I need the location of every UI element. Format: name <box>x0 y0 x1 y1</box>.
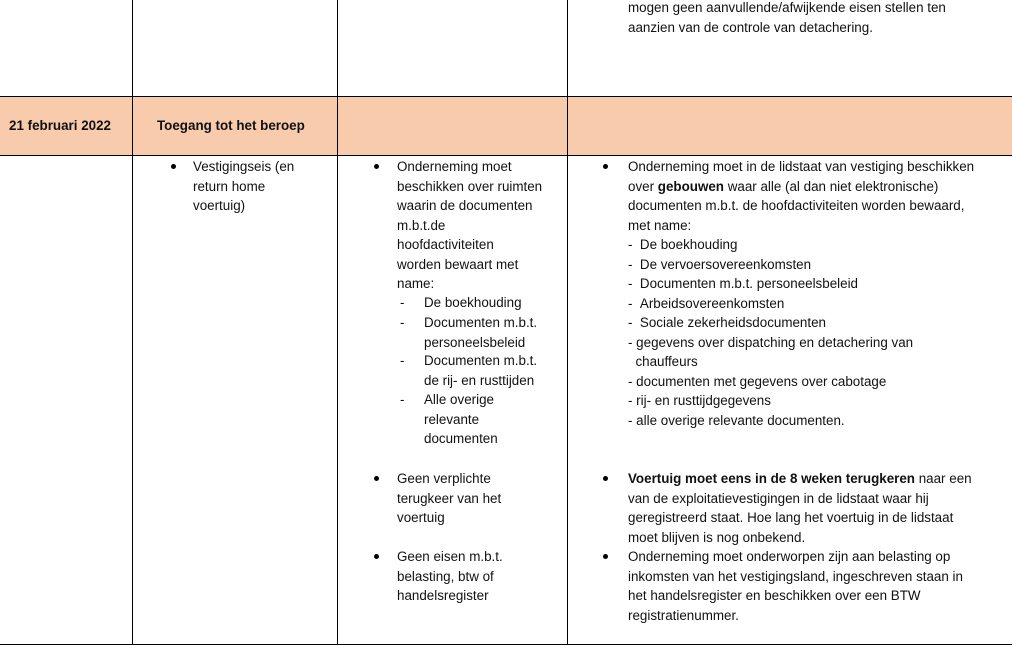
cell-text-line: belasting, btw of <box>397 568 494 584</box>
bold-emphasis: Voertuig moet eens in de 8 weken terugkeren <box>628 471 915 486</box>
cell-text-line: - Sociale zekerheidsdocumenten <box>628 315 826 330</box>
cell-text-line: documenten m.b.t. de hoofdactiviteiten worden bewaard, <box>628 198 965 213</box>
cell-text-line: Onderneming moet in de lidstaat van vestiging beschikken <box>628 159 975 174</box>
cell-text-line: - De boekhouding <box>628 237 738 252</box>
dash-marker: - <box>400 295 405 310</box>
cell-text-line: mogen geen aanvullende/afwijkende eisen stellen ten <box>628 0 946 15</box>
column-divider <box>132 0 133 645</box>
cell-text-line: personeelsbeleid <box>424 334 526 350</box>
bullet-icon <box>374 554 379 559</box>
bold-emphasis: gebouwen <box>657 178 724 194</box>
cell-text-line: moet blijven is nog onbekend. <box>628 529 806 545</box>
cell-text-line: - gegevens over dispatching en detachering van <box>628 334 914 350</box>
cell-text-line: Onderneming moet <box>397 159 512 174</box>
bullet-icon <box>603 476 608 481</box>
cell-text-line: - De vervoersovereenkomsten <box>628 256 812 272</box>
bullet-icon <box>603 554 608 559</box>
cell-text-line: terugkeer van het <box>397 490 502 506</box>
cell-text-line: return home <box>193 178 266 194</box>
cell-text-line: inkomsten van het vestigingsland, ingeschreven staan in <box>628 568 963 584</box>
cell-text-line: Documenten m.b.t. <box>424 315 538 330</box>
cell-text-line: - documenten met gegevens over cabotage <box>628 373 887 389</box>
header-topic: Toegang tot het beroep <box>157 118 305 133</box>
cell-text-line: worden bewaart met <box>397 256 519 272</box>
cell-text-line: over gebouwen waar alle (al dan niet elektronische) <box>628 178 939 194</box>
cell-text-line: hoofdactiviteiten <box>397 237 494 252</box>
cell-text-line: Vestigingseis (en <box>193 159 295 174</box>
cell-text-line: Geen eisen m.b.t. <box>397 549 503 564</box>
cell-text-line: Voertuig moet eens in de 8 weken terugkeren naar een <box>628 471 972 486</box>
cell-text-line: registratienummer. <box>628 607 739 623</box>
cell-text-line: chauffeurs <box>628 354 698 369</box>
column-divider <box>337 0 338 645</box>
bullet-icon <box>374 476 379 481</box>
cell-text-line: Documenten m.b.t. <box>424 353 538 368</box>
cell-text-line: aanzien van de controle van detachering. <box>628 20 873 35</box>
cell-text-line: het handelsregister en beschikken over een BTW <box>628 588 921 603</box>
dash-marker: - <box>400 392 405 407</box>
cell-text-line: voertuig) <box>193 198 246 213</box>
column-divider <box>567 0 568 645</box>
cell-text-line: voertuig <box>397 510 445 525</box>
dash-marker: - <box>400 353 405 368</box>
bullet-icon <box>171 164 176 169</box>
cell-text-line: relevante <box>424 411 480 427</box>
cell-text-line: met name: <box>628 217 692 233</box>
dash-marker: - <box>400 315 405 330</box>
bullet-icon <box>374 164 379 169</box>
cell-text-line: m.b.t.de <box>397 217 446 233</box>
bullet-icon <box>603 164 608 169</box>
cell-text-line: beschikken over ruimten <box>397 178 543 194</box>
cell-text-line: van de exploitatievestigingen in de lidstaat waar hij <box>628 490 929 506</box>
row-divider <box>0 644 1012 645</box>
cell-text-line: waarin de documenten <box>397 198 533 213</box>
cell-text-line: - Documenten m.b.t. personeelsbeleid <box>628 276 858 291</box>
cell-text-line: handelsregister <box>397 588 489 603</box>
cell-text-line: De boekhouding <box>424 295 522 310</box>
header-row-background <box>0 96 1012 155</box>
cell-text-line: geregistreerd staat. Hoe lang het voertuig in de lidstaat <box>628 510 954 525</box>
header-date: 21 februari 2022 <box>9 118 111 133</box>
cell-text-line: - rij- en rusttijdgegevens <box>628 393 771 408</box>
row-divider <box>0 96 1012 97</box>
cell-text-line: documenten <box>424 431 498 446</box>
cell-text-line: - Arbeidsovereenkomsten <box>628 295 785 311</box>
row-divider <box>0 155 1012 156</box>
cell-text-line: de rij- en rusttijden <box>424 372 535 388</box>
cell-text-line: name: <box>397 276 435 291</box>
cell-text-line: Onderneming moet onderworpen zijn aan belasting op <box>628 549 951 564</box>
cell-text-line: - alle overige relevante documenten. <box>628 412 845 428</box>
cell-text-line: Alle overige <box>424 392 494 407</box>
cell-text-line: Geen verplichte <box>397 471 491 486</box>
